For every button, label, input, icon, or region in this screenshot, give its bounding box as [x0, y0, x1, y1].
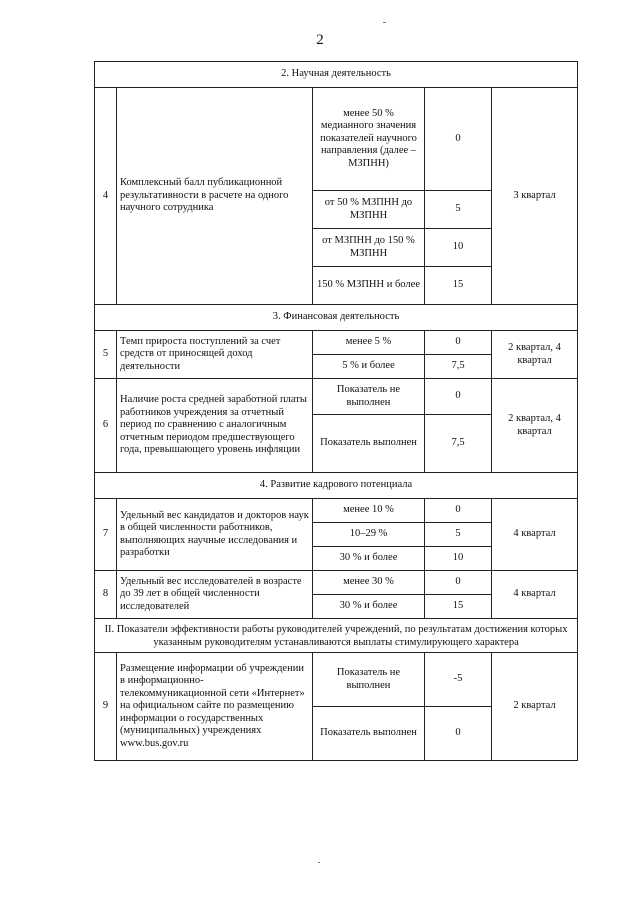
condition-text: 10–29 %	[313, 523, 425, 547]
condition-text: менее 10 %	[313, 499, 425, 523]
score-value: 10	[425, 229, 492, 267]
page-number: 2	[316, 32, 324, 48]
score-value: 0	[425, 88, 492, 191]
criterion-text: Удельный вес кандидатов и докторов наук в общей численности работников, выполняющих научные исследования и разработки	[117, 499, 313, 571]
condition-text: менее 30 %	[313, 571, 425, 595]
section-header-science	[95, 62, 578, 88]
table-row	[95, 331, 578, 355]
table-row	[95, 379, 578, 415]
condition-text: Показатель не выполнен	[313, 653, 425, 707]
table-row	[95, 653, 578, 707]
condition-text: от МЗПНН до 150 % МЗПНН	[313, 229, 425, 267]
score-value: 15	[425, 267, 492, 305]
score-value: 10	[425, 547, 492, 571]
condition-text: Показатель не выполнен	[313, 379, 425, 415]
score-value: 5	[425, 523, 492, 547]
table-row	[95, 571, 578, 595]
score-value: 0	[425, 571, 492, 595]
condition-text: менее 50 % медианного значения показателей научного направления (далее – МЗПНН)	[313, 88, 425, 191]
indicators-table	[94, 61, 578, 761]
section-title: 2. Научная деятельность	[95, 62, 578, 88]
scan-mark	[318, 862, 320, 863]
score-value: 0	[425, 499, 492, 523]
score-value: 0	[425, 331, 492, 355]
score-value: -5	[425, 653, 492, 707]
scan-mark	[383, 22, 386, 23]
score-value: 0	[425, 707, 492, 761]
section-title: 3. Финансовая деятельность	[95, 305, 578, 331]
period-text: 4 квартал	[492, 571, 578, 619]
period-text: 3 квартал	[492, 88, 578, 305]
condition-text: 5 % и более	[313, 355, 425, 379]
criterion-text: Размещение информации об учреждении в информационно-телекоммуникационной сети «Интернет» на официальном сайте по размещению информации о государственных (муниципальных) учреждениях www.bus.gov.ru	[117, 653, 313, 761]
criterion-text: Удельный вес исследователей в возрасте до 39 лет в общей численности исследователей	[117, 571, 313, 619]
period-text: 2 квартал, 4 квартал	[492, 379, 578, 473]
condition-text: 30 % и более	[313, 595, 425, 619]
section-header-finance	[95, 305, 578, 331]
row-number: 7	[95, 499, 117, 571]
period-text: 2 квартал	[492, 653, 578, 761]
table-row	[95, 499, 578, 523]
condition-text: от 50 % МЗПНН до МЗПНН	[313, 191, 425, 229]
section-header-heads	[95, 619, 578, 653]
section-title: 4. Развитие кадрового потенциала	[95, 473, 578, 499]
table-row	[95, 88, 578, 191]
section-header-personnel	[95, 473, 578, 499]
score-value: 5	[425, 191, 492, 229]
criterion-text: Комплексный балл публикационной результативности в расчете на одного научного сотрудника	[117, 88, 313, 305]
score-value: 7,5	[425, 355, 492, 379]
condition-text: Показатель выполнен	[313, 415, 425, 473]
row-number: 4	[95, 88, 117, 305]
score-value: 7,5	[425, 415, 492, 473]
period-text: 4 квартал	[492, 499, 578, 571]
condition-text: 150 % МЗПНН и более	[313, 267, 425, 305]
condition-text: Показатель выполнен	[313, 707, 425, 761]
row-number: 5	[95, 331, 117, 379]
criterion-text: Темп прироста поступлений за счет средств от приносящей доход деятельности	[117, 331, 313, 379]
section-title: II. Показатели эффективности работы руководителей учреждений, по результатам достижения которых указанным руководителям устанавливаются выплаты стимулирующего характера	[95, 619, 578, 653]
row-number: 6	[95, 379, 117, 473]
row-number: 9	[95, 653, 117, 761]
score-value: 0	[425, 379, 492, 415]
condition-text: 30 % и более	[313, 547, 425, 571]
criterion-text: Наличие роста средней заработной платы работников учреждения за отчетный период по сравнению с аналогичным отчетным периодом предшествующего года, превышающего уровень инфляции	[117, 379, 313, 473]
condition-text: менее 5 %	[313, 331, 425, 355]
score-value: 15	[425, 595, 492, 619]
row-number: 8	[95, 571, 117, 619]
period-text: 2 квартал, 4 квартал	[492, 331, 578, 379]
